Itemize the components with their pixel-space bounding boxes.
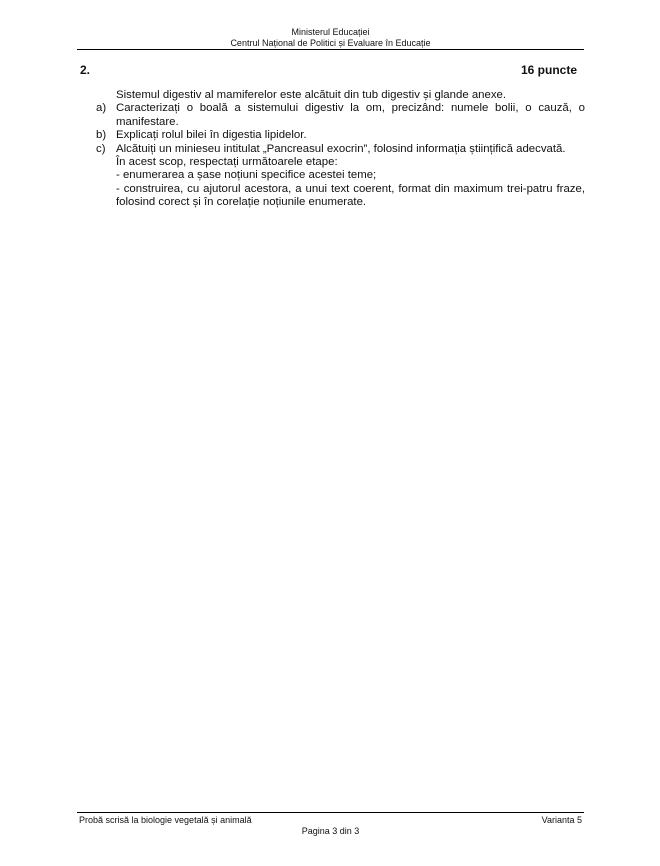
step-item: - construirea, cu ajutorul acestora, a unui text coerent, format din maximum trei-patru fraze, folosind corect și în corelație noțiunile enumerate. [116, 182, 585, 209]
subquestion-text: Caracterizați o boală a sistemului digestiv la om, precizând: numele bolii, o cauză, o manifestare. [116, 102, 585, 128]
subquestion-c [96, 143, 585, 210]
page-header [77, 27, 584, 49]
subquestion-text: Alcătuiți un minieseu intitulat „Pancreasul exocrin”, folosind informația științifică adecvată. [116, 142, 566, 155]
subquestion-letter: a) [96, 102, 107, 115]
subquestion-b [96, 129, 585, 142]
footer-page-number: Pagina 3 din 3 [301, 826, 360, 836]
question-number: 2. [80, 63, 91, 77]
footer-variant: Varianta 5 [541, 815, 582, 825]
question-intro: Sistemul digestiv al mamiferelor este alcătuit din tub digestiv și glande anexe. [116, 89, 507, 101]
subquestion-letter: b) [96, 129, 107, 142]
subquestion-text: Explicați rolul bilei în digestia lipidelor. [116, 129, 307, 142]
subquestion-letter: c) [96, 142, 106, 155]
subquestion-a [96, 102, 585, 129]
header-ministry: Ministerul Educației [291, 27, 370, 37]
question-points: 16 puncte [520, 63, 577, 77]
step-item: - enumerarea a șase noțiuni specifice acestei teme; [116, 169, 377, 182]
steps-intro: În acest scop, respectați următoarele etape: [116, 156, 338, 169]
question-content [96, 89, 585, 210]
footer-exam-title: Probă scrisă la biologie vegetală și animală [79, 815, 252, 825]
header-center: Centrul Național de Politici și Evaluare în Educație [230, 38, 431, 48]
footer-divider [77, 812, 584, 813]
header-divider [77, 49, 584, 50]
